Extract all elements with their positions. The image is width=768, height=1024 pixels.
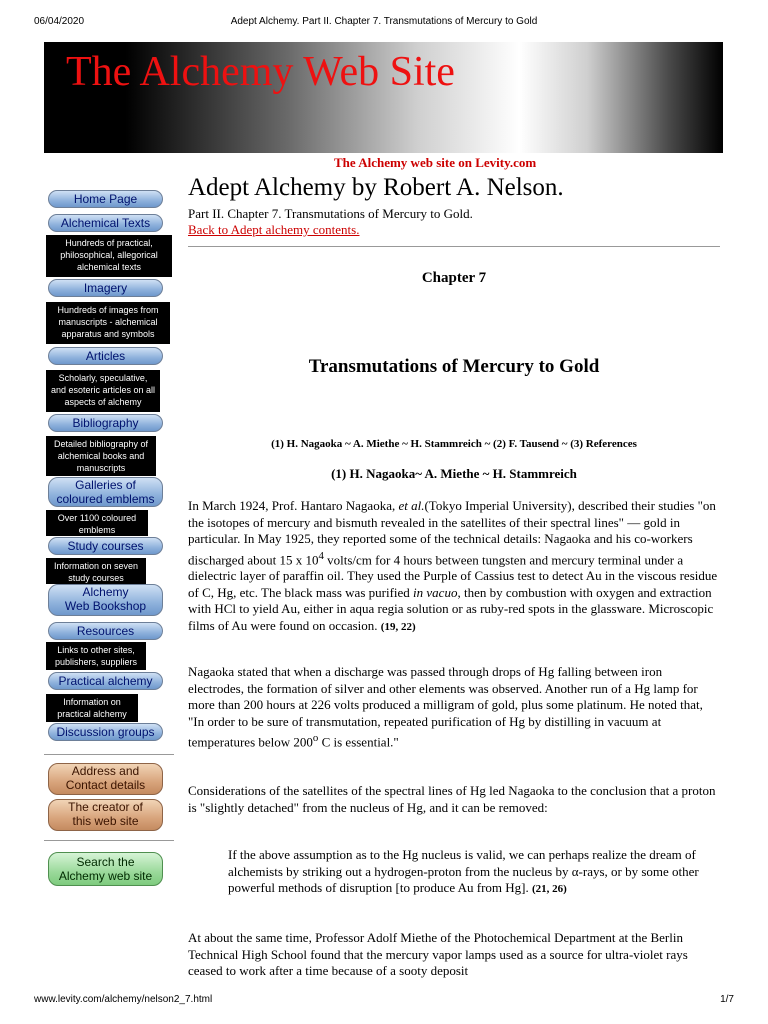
sidebar-divider	[44, 754, 174, 755]
chapter-number: Chapter 7	[421, 270, 487, 286]
print-page-number: 1/7	[720, 994, 734, 1005]
nav-study-button[interactable]: Study courses	[48, 537, 163, 555]
site-banner	[44, 42, 723, 153]
nav-imagery-desc: Hundreds of images from manuscripts - alchemical apparatus and symbols	[46, 302, 170, 344]
nav-imagery-button[interactable]: Imagery	[48, 279, 163, 297]
nav-bibliography-desc: Detailed bibliography of alchemical books and manuscripts	[46, 436, 156, 476]
citation: (19, 22)	[380, 620, 416, 633]
page-subtitle: Part II. Chapter 7. Transmutations of Mercury to Gold.	[188, 206, 473, 221]
nav-resources-button[interactable]: Resources	[48, 622, 163, 640]
sidebar-divider	[44, 840, 174, 841]
content-divider	[188, 246, 720, 247]
levity-link[interactable]: The Alchemy web site on Levity.com	[334, 155, 537, 170]
nav-study-desc: Information on seven study courses	[46, 558, 146, 584]
section-heading: (1) H. Nagaoka~ A. Miethe ~ H. Stammreich	[331, 466, 577, 481]
nav-resources-desc: Links to other sites, publishers, suppliers	[46, 642, 146, 670]
nav-home-button[interactable]: Home Page	[48, 190, 163, 208]
chapter-title: Transmutations of Mercury to Gold	[308, 356, 600, 377]
print-date: 06/04/2020	[34, 16, 85, 27]
nav-bibliography-button[interactable]: Bibliography	[48, 414, 163, 432]
section-links[interactable]: (1) H. Nagaoka ~ A. Miethe ~ H. Stammreich ~ (2) F. Tausend ~ (3) References	[271, 438, 637, 450]
nav-practical-desc: Information on practical alchemy	[46, 694, 138, 722]
print-footer	[34, 994, 734, 1008]
citation: (21, 26)	[532, 883, 567, 895]
paragraph-2: Nagaoka stated that when a discharge was passed through drops of Hg falling between iron electrodes, the formation of silver and other elements was observed. Another run of a Hg lamp for more than 200 hours at 226 volts produced a milligram of gold, plus some platinum. He noted that, "In order to be sure of transmutation, repeated purification of Hg by distilling in vacuum at temperatures below 200$^o$ C is essential."	[188, 664, 703, 750]
nav-practical-button[interactable]: Practical alchemy	[48, 672, 163, 690]
paragraph-4: At about the same time, Professor Adolf Miethe of the Photochemical Department at the Berlin Technical High School found that the mercury vapor lamps used as a source for ultra-violet rays ceased to work after a time because of a sooty deposit	[188, 930, 688, 978]
print-header	[34, 16, 734, 30]
block-quote: If the above assumption as to the Hg nucleus is valid, we can perhaps realize the dream of alchemists by striking out a hydrogen-proton from the nucleus by α-rays, or by some other powerful methods of disruption [to produce Au from Hg]. (21, 26)	[228, 847, 699, 895]
nav-galleries-button[interactable]: Galleries of coloured emblems	[48, 477, 163, 507]
nav-search-button[interactable]: Search the Alchemy web site	[48, 852, 163, 886]
banner-title: The Alchemy Web Site	[66, 49, 455, 95]
nav-articles-button[interactable]: Articles	[48, 347, 163, 365]
nav-galleries-desc: Over 1100 coloured emblems	[46, 510, 148, 536]
nav-address-button[interactable]: Address and Contact details	[48, 763, 163, 795]
nav-articles-desc: Scholarly, speculative, and esoteric articles on all aspects of alchemy	[46, 370, 160, 412]
nav-texts-button[interactable]: Alchemical Texts	[48, 214, 163, 232]
paragraph-3: Considerations of the satellites of the spectral lines of Hg led Nagaoka to the conclusion that a proton is "slightly detached" from the nucleus of Hg, and it can be removed:	[188, 783, 716, 815]
nav-creator-button[interactable]: The creator of this web site	[48, 799, 163, 831]
print-url: www.levity.com/alchemy/nelson2_7.html	[34, 994, 213, 1005]
print-title: Adept Alchemy. Part II. Chapter 7. Transmutations of Mercury to Gold	[230, 16, 538, 27]
nav-discussion-button[interactable]: Discussion groups	[48, 723, 163, 741]
nav-bookshop-button[interactable]: Alchemy Web Bookshop	[48, 584, 163, 616]
paragraph-1: In March 1924, Prof. Hantaro Nagaoka, et al.(Tokyo Imperial University), described their studies "on the isotopes of mercury and bismuth revealed in the satellites of their spectral lines" — gold in particular. In May 1925, they reported some of the technical details: Nagaoka and his co-workers discharged about 15 x $10^4$ volts/cm for 4 hours between tungsten and mercury terminal under a dielectric layer of paraffin oil. They used the Purple of Cassius test to detect Au in the viscous residue of C, Hg, etc. The black mass was purified in vacuo, then by combustion with oxygen and extraction with HCl to yield Au, either in aqua regia solution or as ruby-red spots in the glassware. Microscopic films of Au were found on occasion. (19, 22)	[188, 498, 718, 633]
back-to-contents-link[interactable]: Back to Adept alchemy contents.	[188, 222, 360, 237]
page-title: Adept Alchemy by Robert A. Nelson.	[188, 174, 564, 201]
nav-texts-desc: Hundreds of practical, philosophical, allegorical alchemical texts	[46, 235, 172, 277]
